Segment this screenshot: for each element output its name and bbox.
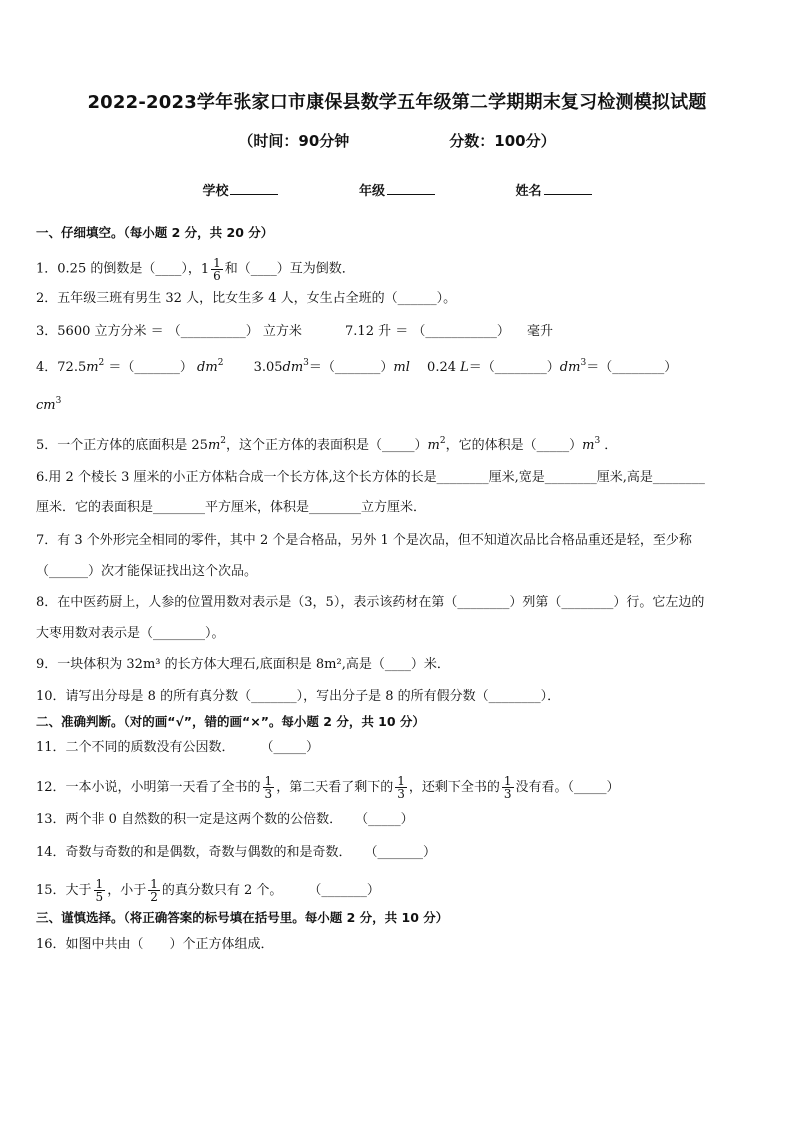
question-5: 5．一个正方体的底面积是 $25m^2$，这个正方体的表面积是$(\_\_\_\_\_)m^2$，它的体积是$(\_\_\_\_\_)m^3$ ． bbox=[36, 436, 618, 453]
question-12: 12．一本小说，小明第一天看了全书的 $\frac{1}{3}$ ，第二天看了剩下的 $\frac{1}{3}$ ，还剩下全书的 $\frac{1}{3}$ 没有看。（_____） bbox=[36, 774, 620, 801]
question-3: 3．5600 立方分米 ＝ （__________） 立方米 7.12 升 ＝ （___________） 毫升 bbox=[36, 324, 553, 339]
page-title: 2022-2023学年张家口市康保县数学五年级第二学期期末复习检测模拟试题 bbox=[87, 92, 707, 113]
question-9: 9．一块体积为 32m³ 的长方体大理石,底面积是 8m²,高是（____）米． bbox=[36, 657, 450, 672]
question-15: 15．大于 $\frac{1}{5}$ ，小于 $\frac{1}{2}$ 的真分数只有 2 个。 （_______） bbox=[36, 877, 380, 904]
question-13: 13．两个非 0 自然数的积一定是这两个数的公倍数． （_____） bbox=[36, 812, 414, 827]
question-7-line-1: 7．有 3 个外形完全相同的零件，其中 2 个是合格品，另外 1 个是次品，但不知道次品比合格品重还是轻，至少称 bbox=[36, 533, 692, 548]
fraction-one-third: $\frac{1}{3}$ bbox=[503, 774, 512, 801]
fraction-one-third: $\frac{1}{3}$ bbox=[264, 774, 273, 801]
exam-meta bbox=[0, 130, 794, 151]
question-7-line-2: （______）次才能保证找出这个次品。 bbox=[36, 564, 258, 579]
grade-blank[interactable] bbox=[387, 194, 435, 195]
student-info bbox=[0, 180, 794, 199]
section-heading-1: 一、仔细填空。（每小题 2 分，共 20 分） bbox=[36, 225, 274, 240]
question-8-line-2: 大枣用数对表示是（________）。 bbox=[36, 626, 225, 641]
total-score: 分数：100分） bbox=[449, 132, 556, 150]
name-field: 姓名 bbox=[516, 180, 592, 199]
school-blank[interactable] bbox=[230, 194, 278, 195]
fraction-one-fifth: $\frac{1}{5}$ bbox=[95, 877, 104, 904]
question-4-unit: $cm^3$ bbox=[36, 396, 62, 413]
name-blank[interactable] bbox=[544, 194, 592, 195]
grade-field: 年级 bbox=[359, 180, 435, 199]
fraction-one-half: $\frac{1}{2}$ bbox=[150, 877, 158, 904]
question-10: 10．请写出分母是 8 的所有真分数（_______），写出分子是 8 的所有假分数（________）． bbox=[36, 689, 561, 704]
question-2: 2．五年级三班有男生 32 人，比女生多 4 人，女生占全班的（______）。 bbox=[36, 291, 457, 306]
question-6-line-2: 厘米．它的表面积是________平方厘米，体积是________立方厘米． bbox=[36, 500, 427, 515]
section-heading-2: 二、准确判断。（对的画“√”，错的画“×”。每小题 2 分，共 10 分） bbox=[36, 714, 425, 729]
fraction-one-third: $\frac{1}{3}$ bbox=[397, 774, 405, 801]
question-6-line-1: 6.用 2 个棱长 3 厘米的小正方体粘合成一个长方体,这个长方体的长是________厘米,宽是________厘米,高是________ bbox=[36, 470, 705, 485]
school-field: 学校 bbox=[202, 180, 278, 199]
question-8-line-1: 8．在中医药厨上，人参的位置用数对表示是（3，5），表示该药材在第（________）列第（________）行。它左边的 bbox=[36, 595, 705, 610]
time-limit: （时间：90分钟 bbox=[238, 132, 350, 150]
mixed-fraction: 1 $\frac{1}{6}$ bbox=[200, 256, 221, 283]
question-14: 14．奇数与奇数的和是偶数，奇数与偶数的和是奇数． （_______） bbox=[36, 845, 437, 860]
question-16: 16．如图中共由（ ）个正方体组成． bbox=[36, 937, 274, 952]
question-1: 1．0.25 的倒数是（____）， 1 $\frac{1}{6}$ 和（____）互为倒数． bbox=[36, 256, 355, 283]
question-11: 11．二个不同的质数没有公因数． （_____） bbox=[36, 740, 320, 755]
section-heading-3: 三、谨慎选择。（将正确答案的标号填在括号里。每小题 2 分，共 10 分） bbox=[36, 910, 449, 925]
question-4: 4．$72.5m^2$ ＝（_______） $dm^2$ $3.05dm^3=(\_\_\_\_\_\_\_)ml$ 0.24 $L=(\_\_\_\_\_\_\_\_)dm^3=(\_\_\_\_\_\_\_\_)$ bbox=[36, 358, 678, 375]
